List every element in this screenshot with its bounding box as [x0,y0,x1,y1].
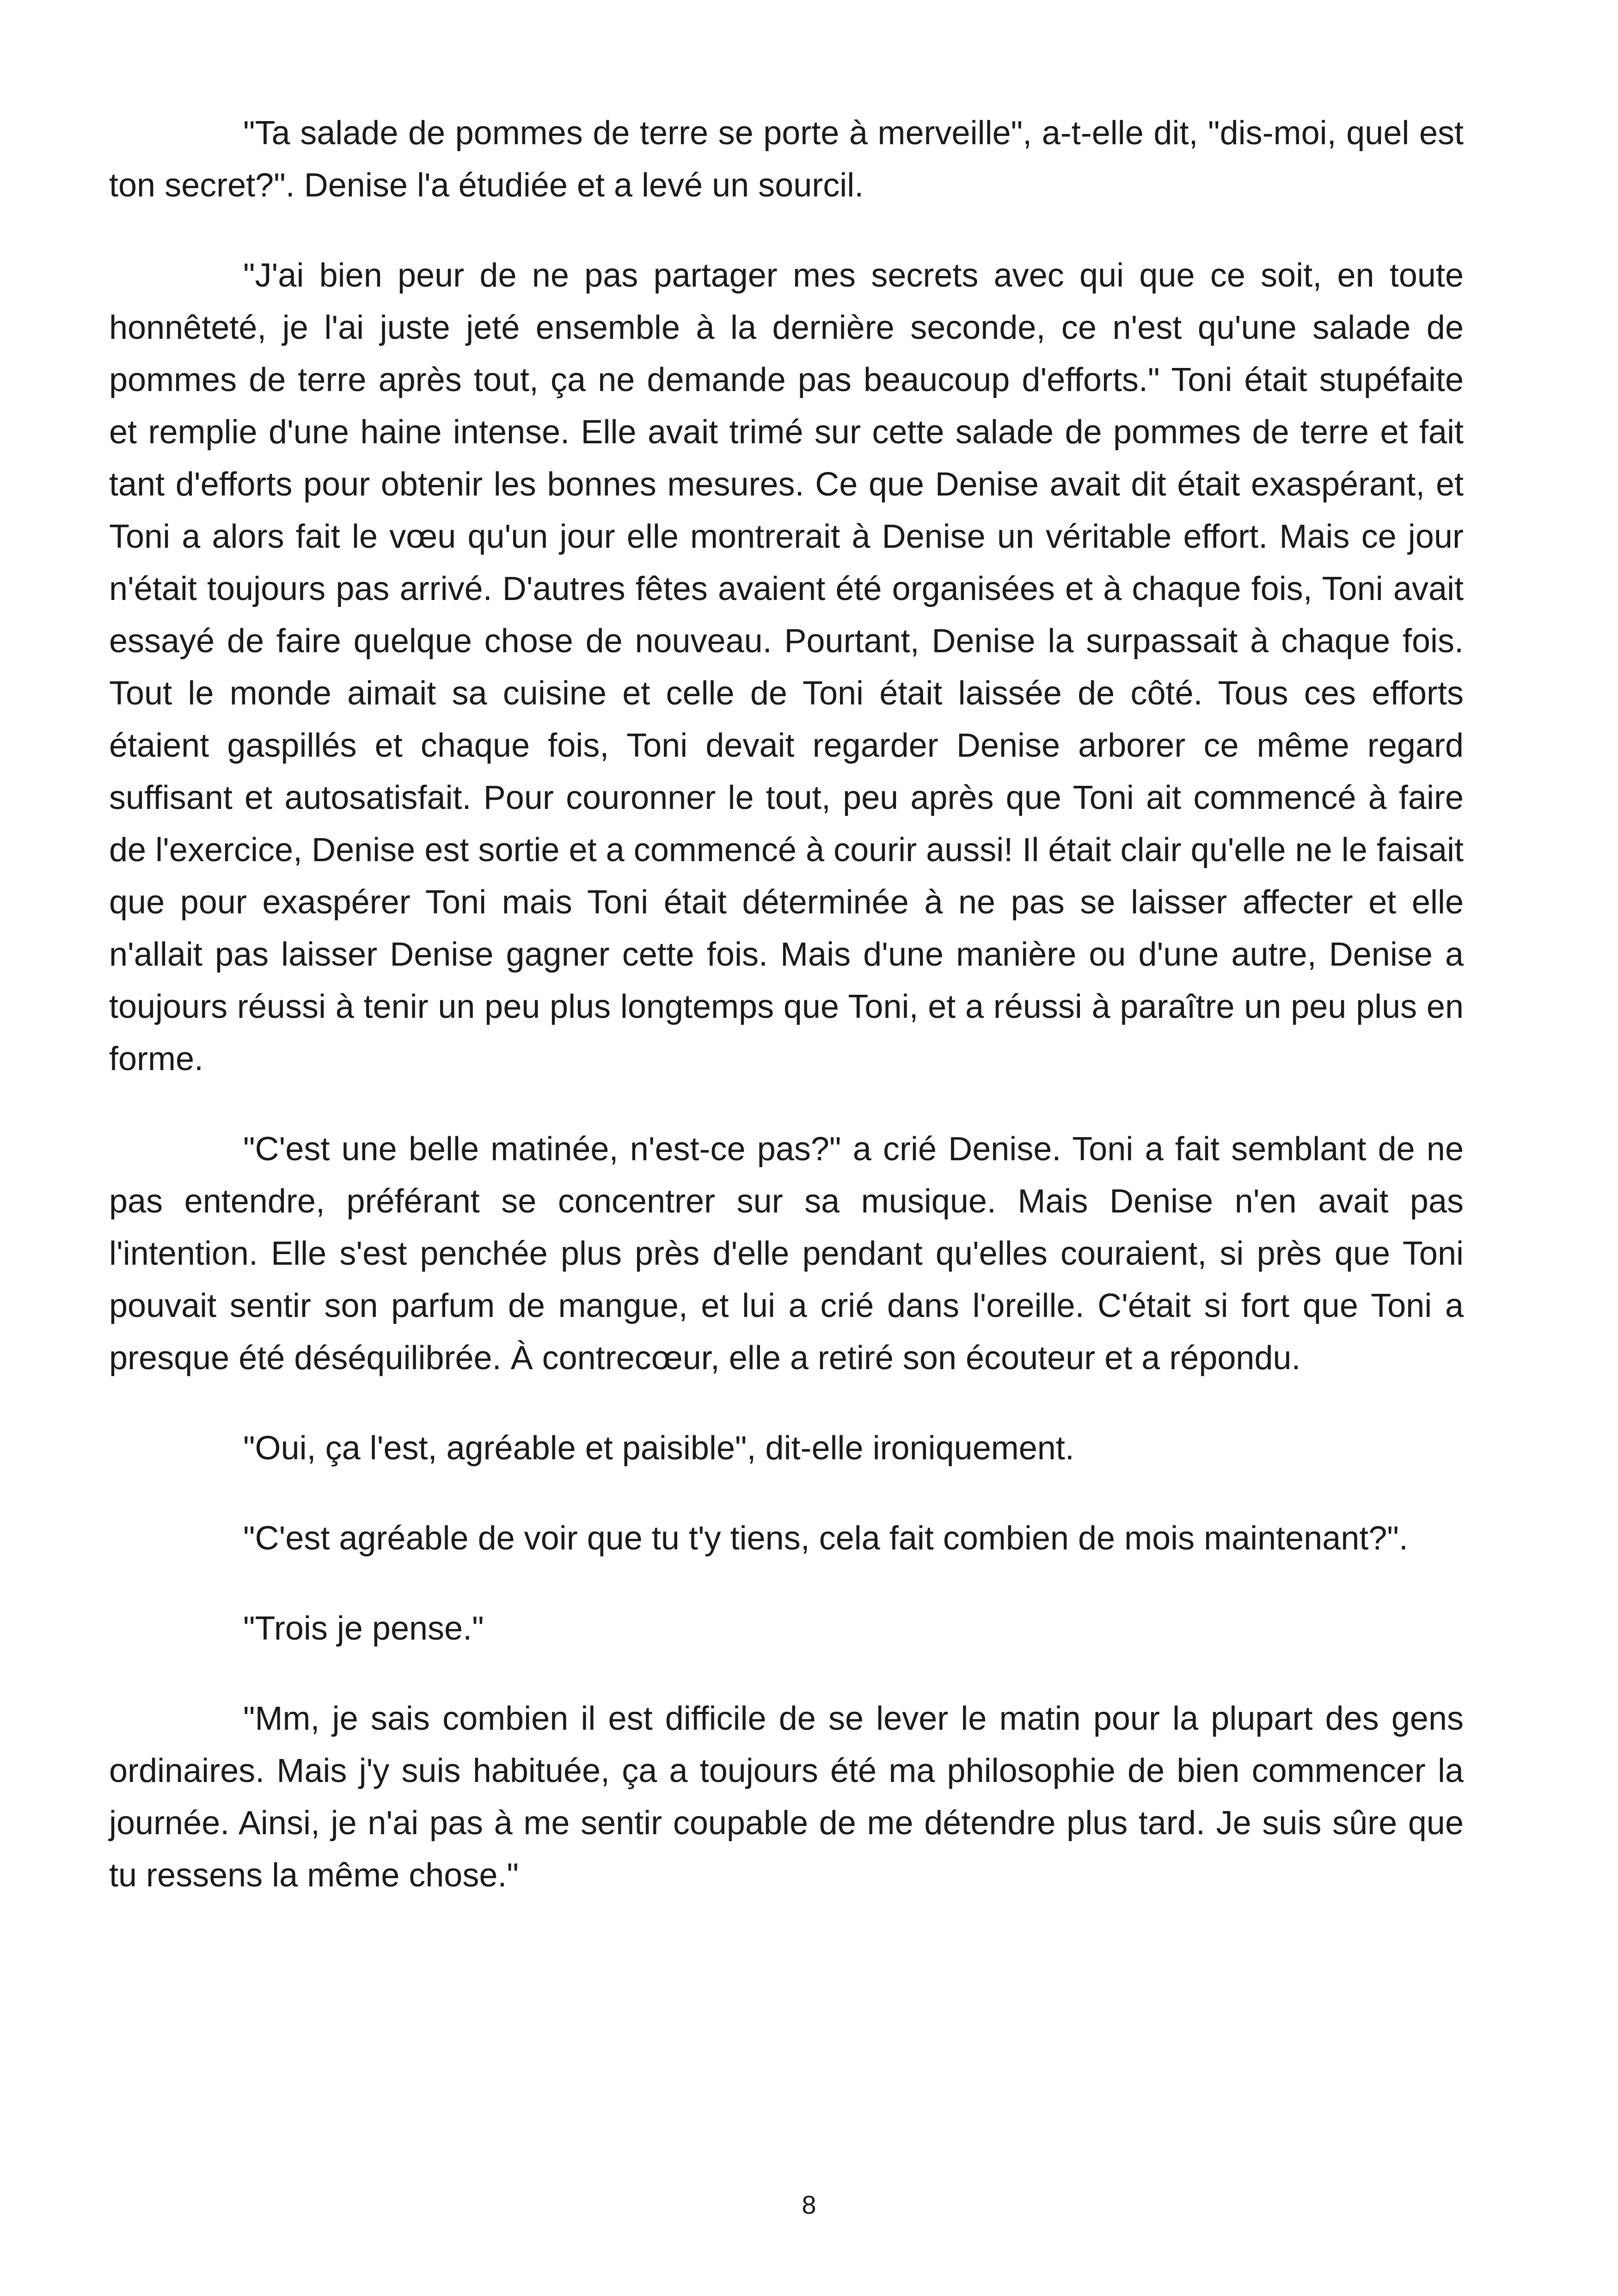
paragraph-4: "Oui, ça l'est, agréable et paisible", dit-elle ironiquement. [243,1430,1074,1467]
paragraph-1: "Ta salade de pommes de terre se porte à merveille", a-t-elle dit, "dis-moi, quel est ton secret?". Denise l'a étudiée et a levé un sourcil. [109,115,1464,204]
document-page [109,107,1464,1940]
paragraph-5: "C'est agréable de voir que tu t'y tiens, cela fait combien de mois maintenant?". [243,1520,1408,1557]
paragraph-2: "J'ai bien peur de ne pas partager mes secrets avec qui que ce soit, en toute honnêteté, je l'ai juste jeté ensemble à la dernière seconde, ce n'est qu'une salade de pommes de terre après tout, ça ne demande pas beaucoup d'efforts." Toni était stupéfaite et remplie d'une haine intense. Elle avait trimé sur cette salade de pommes de terre et fait tant d'efforts pour obtenir les bonnes mesures. Ce que Denise avait dit était exaspérant, et Toni a alors fait le vœu qu'un jour elle montrerait à Denise un véritable effort. Mais ce jour n'était toujours pas arrivé. D'autres fêtes avaient été organisées et à chaque fois, Toni avait essayé de faire quelque chose de nouveau. Pourtant, Denise la surpassait à chaque fois. Tout le monde aimait sa cuisine et celle de Toni était laissée de côté. Tous ces efforts étaient gaspillés et chaque fois, Toni devait regarder Denise arborer ce même regard suffisant et autosatisfait. Pour couronner le tout, peu après que Toni ait commencé à faire de l'exercice, Denise est sortie et a commencé à courir aussi! Il était clair qu'elle ne le faisait que pour exaspérer Toni mais Toni était déterminée à ne pas se laisser affecter et elle n'allait pas laisser Denise gagner cette fois. Mais d'une manière ou d'une autre, Denise a toujours réussi à tenir un peu plus longtemps que Toni, et a réussi à paraître un peu plus en forme. [109,257,1464,1078]
paragraph-3: "C'est une belle matinée, n'est-ce pas?" a crié Denise. Toni a fait semblant de ne pas entendre, préférant se concentrer sur sa musique. Mais Denise n'en avait pas l'intention. Elle s'est penchée plus près d'elle pendant qu'elles couraient, si près que Toni pouvait sentir son parfum de mangue, et lui a crié dans l'oreille. C'était si fort que Toni a presque été déséquilibrée. À contrecœur, elle a retiré son écouteur et a répondu. [109,1131,1464,1377]
paragraph-7: "Mm, je sais combien il est difficile de se lever le matin pour la plupart des gens ordinaires. Mais j'y suis habituée, ça a toujours été ma philosophie de bien commencer la journée. Ainsi, je n'ai pas à me sentir coupable de me détendre plus tard. Je suis sûre que tu ressens la même chose." [109,1700,1464,1894]
paragraph-6: "Trois je pense." [243,1610,484,1647]
page-number: 8 [802,2190,816,2219]
